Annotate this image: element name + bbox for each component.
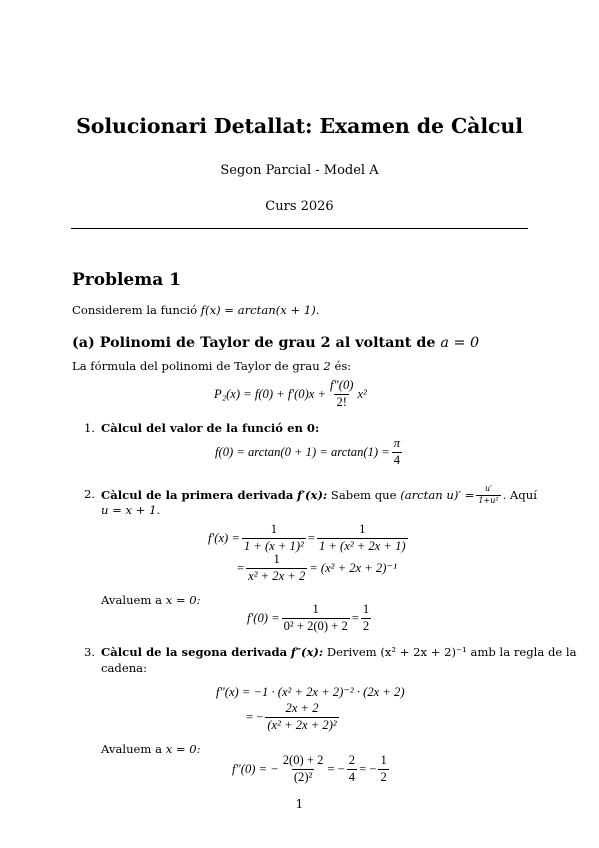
step2-eval-label: Avaluem a xyxy=(101,593,162,607)
e3-den-1: (2)² xyxy=(293,769,313,784)
step1-frac-den: 4 xyxy=(393,452,401,467)
taylor-frac-den: 2! xyxy=(336,394,347,409)
intro-text: Considerem la funció xyxy=(72,303,198,317)
taylor-intro xyxy=(72,359,351,373)
d2-eq: = xyxy=(237,560,245,575)
document-course: Curs 2026 xyxy=(265,199,334,214)
d2-num: 1 xyxy=(273,552,280,566)
step1-title: Càlcul del valor de la funció en 0: xyxy=(101,421,320,435)
e3-den-3: 2 xyxy=(380,769,387,784)
s2-num: 2x + 2 xyxy=(285,701,319,715)
d1-fraction-2 xyxy=(317,523,408,554)
step3-number: 3. xyxy=(84,645,96,659)
d1-left: f′(x) = xyxy=(208,530,240,545)
problem-heading: Problema 1 xyxy=(72,270,181,290)
ev-num-2: 1 xyxy=(362,602,370,616)
taylor-intro-text: La fórmula del polinomi de Taylor de grau xyxy=(72,359,320,373)
step3-line1 xyxy=(101,645,577,659)
step2-rule-num: u′ xyxy=(485,484,492,493)
step2-title: Càlcul de la primera derivada xyxy=(101,488,294,503)
step2-number: 2. xyxy=(84,487,96,501)
s2-fraction xyxy=(265,702,338,733)
d1-den-2: 1 + (x² + 2x + 1) xyxy=(318,538,406,553)
intro-formula: f(x) = arctan(x + 1). xyxy=(200,303,320,317)
page-number: 1 xyxy=(295,797,304,811)
step3-title-math: f″(x): xyxy=(290,645,324,659)
taylor-formula-left: P₂(x) = f(0) + f′(0)x + xyxy=(214,386,326,401)
s2-eq: = − xyxy=(246,709,264,724)
e3-fraction-2 xyxy=(347,754,357,785)
e3-eq-2: = − xyxy=(359,761,377,776)
document-title: Solucionari Detallat: Examen de Càlcul xyxy=(76,114,523,138)
step3-deriv-line2 xyxy=(246,702,341,733)
step1-equation xyxy=(215,437,404,468)
ev-fraction-2 xyxy=(361,603,371,634)
e3-fraction-1 xyxy=(281,754,326,785)
taylor-formula xyxy=(214,379,367,410)
part-a-heading xyxy=(72,335,479,351)
ev-den-2: 2 xyxy=(362,618,370,633)
d2-fraction xyxy=(246,553,307,584)
ev-eq: = xyxy=(351,610,359,625)
taylor-tail: x² xyxy=(357,386,367,401)
taylor-intro-degree: 2 xyxy=(323,359,331,373)
d2-tail: = (x² + 2x + 2)⁻¹ xyxy=(309,561,397,576)
step2-rule-fraction xyxy=(476,485,500,506)
step2-deriv-line2 xyxy=(237,553,397,584)
step2-eval-math: x = 0: xyxy=(165,593,201,607)
step2-deriv-line1 xyxy=(208,523,410,554)
d1-eq: = xyxy=(307,530,315,545)
ev-fraction-1 xyxy=(282,603,350,634)
step3-eval-label: Avaluem a xyxy=(101,742,162,756)
s2-den: (x² + 2x + 2)² xyxy=(267,717,337,732)
step1-eq-left: f(0) = arctan(0 + 1) = arctan(1) = xyxy=(215,444,390,459)
e3-num-2: 2 xyxy=(348,753,356,767)
part-a-heading-math: a = 0 xyxy=(440,335,480,351)
ev-den-1: 0² + 2(0) + 2 xyxy=(283,618,348,633)
e3-num-1: 2(0) + 2 xyxy=(282,753,324,767)
e3-den-2: 4 xyxy=(348,769,356,784)
d1-fraction-1 xyxy=(242,523,306,554)
step3-deriv-line1: f″(x) = −1 · (x² + 2x + 2)⁻² · (2x + 2) xyxy=(216,685,405,699)
step2-title-math: f′(x): xyxy=(297,488,328,503)
step3-eval-equation xyxy=(232,754,391,785)
e3-fraction-3 xyxy=(378,754,388,785)
step2-line2: u = x + 1. xyxy=(101,503,161,517)
step2-text: Sabem que xyxy=(330,488,397,503)
step2-rule-left: (arctan u)′ = xyxy=(400,488,475,503)
ev-num-1: 1 xyxy=(312,602,319,616)
d2-den: x² + 2x + 2 xyxy=(248,568,306,583)
step1-frac-num: π xyxy=(393,436,401,450)
step1-number: 1. xyxy=(84,421,96,435)
step3-eval-text xyxy=(101,742,201,756)
part-a-heading-text: (a) Polinomi de Taylor de grau 2 al voltant de xyxy=(72,335,436,351)
step3-title: Càlcul de la segona derivada xyxy=(101,645,288,659)
step2-line1 xyxy=(101,485,537,506)
taylor-fraction xyxy=(328,379,355,410)
step3-eval-math: x = 0: xyxy=(165,742,201,756)
ev-left: f′(0) = xyxy=(247,610,280,625)
problem-intro xyxy=(72,303,319,317)
d1-num-2: 1 xyxy=(359,522,366,536)
step2-rule-tail: . Aquí xyxy=(502,488,537,503)
document-subtitle: Segon Parcial - Model A xyxy=(220,163,379,178)
taylor-frac-num: f″(0) xyxy=(330,378,354,392)
taylor-intro-end: és: xyxy=(334,359,352,373)
step2-eval-text xyxy=(101,593,201,607)
d1-num-1: 1 xyxy=(270,522,277,536)
step2-eval-equation xyxy=(247,603,373,634)
step3-line2: cadena: xyxy=(101,661,147,675)
e3-eq-1: = − xyxy=(327,761,345,776)
d1-den-1: 1 + (x + 1)² xyxy=(243,538,304,553)
step3-text: Derivem (x² + 2x + 2)⁻¹ amb la regla de la xyxy=(326,645,577,659)
title-rule xyxy=(71,228,528,229)
step1-fraction xyxy=(392,437,402,468)
e3-left: f″(0) = − xyxy=(232,761,279,776)
e3-num-3: 1 xyxy=(380,753,387,767)
step2-rule-den: 1+u² xyxy=(478,495,499,505)
